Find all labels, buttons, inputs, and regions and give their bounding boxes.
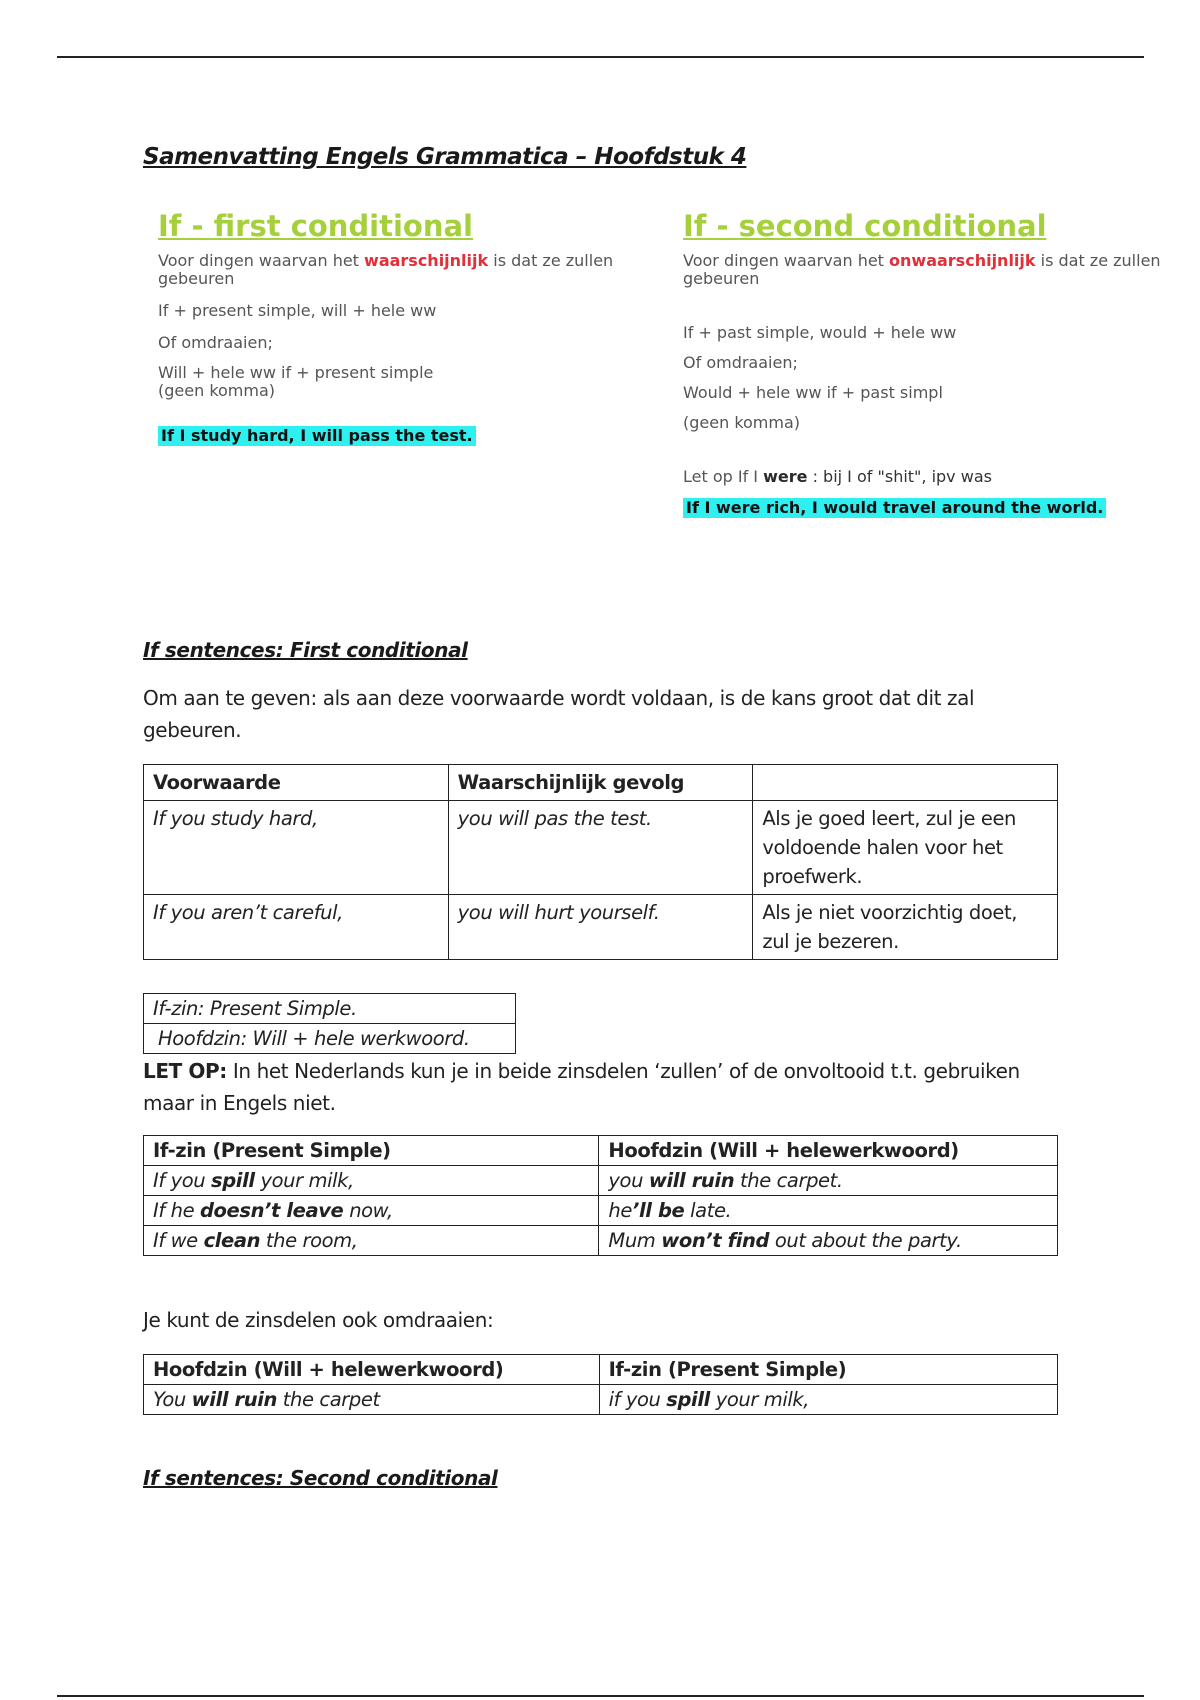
- table-row: [144, 801, 1058, 895]
- table-cell: you will ruin the carpet.: [599, 1166, 1058, 1196]
- heading-prefix: If -: [158, 209, 214, 243]
- table-cell: If he doesn’t leave now,: [144, 1196, 599, 1226]
- rule-summary-box: [143, 993, 516, 1054]
- heading-main: first conditional: [213, 209, 473, 243]
- second-conditional-note: Let op If I were : bij I of "shit", ipv was: [683, 467, 992, 486]
- second-conditional-rule: If + past simple, would + hele ww: [683, 323, 957, 342]
- first-conditional-intro: Om aan te geven: als aan deze voorwaarde wordt voldaan, is de kans groot dat dit zal gebeuren.: [143, 686, 975, 742]
- table-cell: If you spill your milk,: [144, 1166, 599, 1196]
- second-conditional-box: [683, 208, 1183, 532]
- second-conditional-description: Voor dingen waarvan het onwaarschijnlijk is dat ze zullen gebeuren: [683, 251, 1161, 288]
- table-cell: If you aren’t careful,: [144, 895, 449, 960]
- second-conditional-no-comma: (geen komma): [683, 413, 801, 432]
- table-row: [144, 1166, 1058, 1196]
- table-row: [144, 994, 516, 1024]
- table-row: [144, 1385, 1058, 1415]
- rule-if-clause: If-zin: Present Simple.: [144, 994, 516, 1024]
- first-conditional-swapped-rule: Will + hele ww if + present simple (geen komma): [158, 363, 434, 400]
- first-conditional-rule: If + present simple, will + hele ww: [158, 301, 437, 320]
- let-op-note: LET OP: In het Nederlands kun je in beide zinsdelen ‘zullen’ of de onvoltooid t.t. gebruiken maar in Engels niet.: [143, 1059, 1020, 1115]
- heading-main: second conditional: [738, 209, 1047, 243]
- table-cell: Als je niet voorzichtig doet, zul je bezeren.: [753, 895, 1058, 960]
- table-header-row: [144, 765, 1058, 801]
- table-header: Voorwaarde: [144, 765, 449, 801]
- first-conditional-table: [143, 764, 1058, 960]
- table-cell: Als je goed leert, zul je een voldoende halen voor het proefwerk.: [753, 801, 1058, 895]
- swap-clauses-text: Je kunt de zinsdelen ook omdraaien:: [143, 1308, 494, 1332]
- table-cell: If we clean the room,: [144, 1226, 599, 1256]
- first-conditional-description: Voor dingen waarvan het waarschijnlijk is dat ze zullen gebeuren: [158, 251, 614, 288]
- table-cell: Mum won’t find out about the party.: [599, 1226, 1058, 1256]
- table-row: [144, 1226, 1058, 1256]
- swapped-clause-table: [143, 1354, 1058, 1415]
- first-conditional-box: [158, 208, 638, 460]
- table-row: [144, 1196, 1058, 1226]
- table-header-row: [144, 1355, 1058, 1385]
- table-cell: You will ruin the carpet: [144, 1385, 600, 1415]
- document-title: Samenvatting Engels Grammatica – Hoofdstuk 4: [143, 144, 747, 170]
- table-row: [144, 895, 1058, 960]
- top-rule: [57, 56, 1144, 58]
- table-header: Hoofdzin (Will + helewerkwoord): [599, 1136, 1058, 1166]
- table-cell: he’ll be late.: [599, 1196, 1058, 1226]
- section-title-second-conditional: If sentences: Second conditional: [143, 1466, 498, 1490]
- bottom-rule: [57, 1695, 1144, 1697]
- keyword-waarschijnlijk: waarschijnlijk: [364, 251, 489, 270]
- first-conditional-heading: [158, 208, 638, 244]
- table-header: [753, 765, 1058, 801]
- section-title-first-conditional: If sentences: First conditional: [143, 638, 468, 662]
- table-header: Hoofdzin (Will + helewerkwoord): [144, 1355, 600, 1385]
- first-conditional-swap: Of omdraaien;: [158, 333, 273, 352]
- table-row: [144, 1024, 516, 1054]
- table-header-row: [144, 1136, 1058, 1166]
- table-cell: you will hurt yourself.: [448, 895, 753, 960]
- second-conditional-swapped-rule: Would + hele ww if + past simpl: [683, 383, 943, 402]
- keyword-onwaarschijnlijk: onwaarschijnlijk: [889, 251, 1036, 270]
- table-cell: If you study hard,: [144, 801, 449, 895]
- table-cell: if you spill your milk,: [599, 1385, 1057, 1415]
- table-cell: you will pas the test.: [448, 801, 753, 895]
- first-conditional-example: If I study hard, I will pass the test.: [158, 426, 476, 446]
- second-conditional-heading: [683, 208, 1183, 244]
- table-header: If-zin (Present Simple): [599, 1355, 1057, 1385]
- second-conditional-example: If I were rich, I would travel around the world.: [683, 498, 1106, 518]
- if-clause-table: [143, 1135, 1058, 1256]
- rule-main-clause: Hoofdzin: Will + hele werkwoord.: [144, 1024, 516, 1054]
- table-header: Waarschijnlijk gevolg: [448, 765, 753, 801]
- second-conditional-swap: Of omdraaien;: [683, 353, 798, 372]
- heading-prefix: If -: [683, 209, 739, 243]
- table-header: If-zin (Present Simple): [144, 1136, 599, 1166]
